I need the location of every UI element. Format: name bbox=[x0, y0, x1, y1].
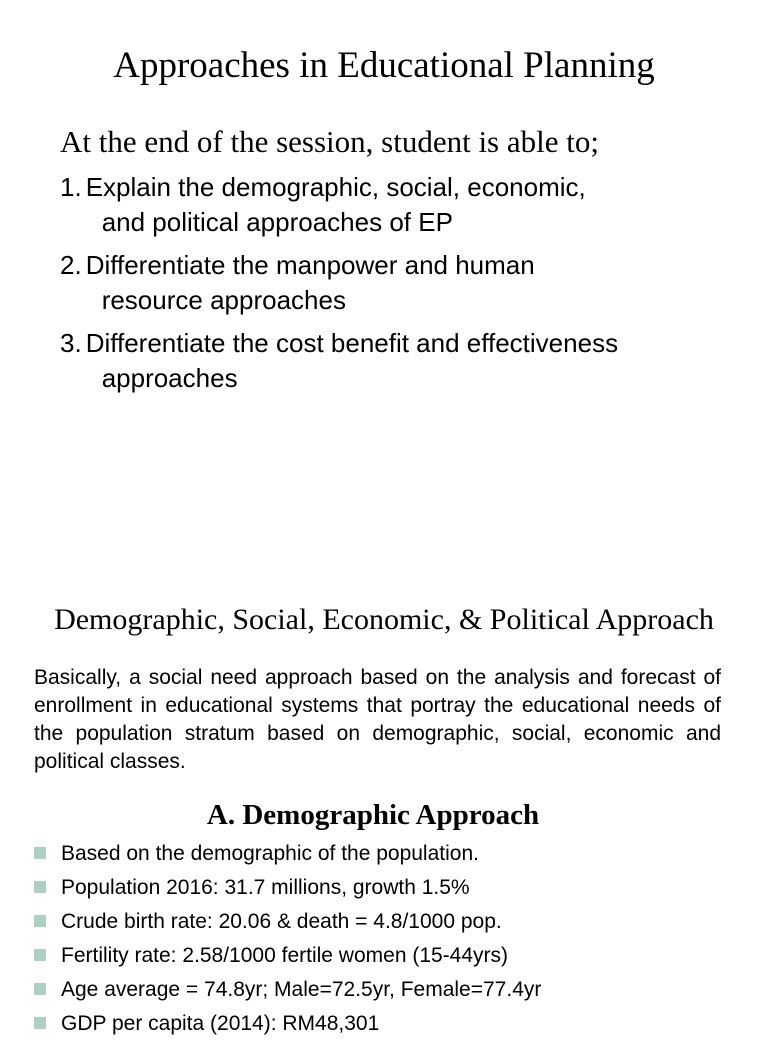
square-bullet-icon bbox=[34, 983, 46, 995]
demographic-bullet-list bbox=[34, 837, 734, 1041]
objective-line-2: and political approaches of EP bbox=[101, 207, 453, 237]
square-bullet-icon bbox=[34, 949, 46, 961]
square-bullet-icon bbox=[34, 881, 46, 893]
objective-line-2: resource approaches bbox=[101, 285, 346, 315]
bullet-item bbox=[34, 939, 734, 973]
bullet-text: Age average = 74.8yr; Male=72.5yr, Female=77.4yr bbox=[61, 978, 542, 1001]
objective-line-1: Differentiate the cost benefit and effectiveness bbox=[85, 328, 619, 358]
objective-line-2: approaches bbox=[101, 363, 238, 393]
slide-title: Approaches in Educational Planning bbox=[113, 45, 655, 86]
bullet-text: GDP per capita (2014): RM48,301 bbox=[61, 1012, 380, 1035]
bullet-text: Based on the demographic of the population. bbox=[61, 842, 479, 865]
bullet-item bbox=[34, 1007, 734, 1041]
bullet-text: Fertility rate: 2.58/1000 fertile women (15-44yrs) bbox=[61, 944, 509, 967]
slide-demographic-approach bbox=[0, 560, 768, 1035]
slide-title: Demographic, Social, Economic, & Political Approach bbox=[54, 603, 714, 636]
bullet-item bbox=[34, 905, 734, 939]
objective-item bbox=[60, 170, 750, 240]
objective-item bbox=[60, 248, 750, 318]
objective-line-1: Explain the demographic, social, economic, bbox=[85, 172, 586, 202]
bullet-text: Population 2016: 31.7 millions, growth 1.5% bbox=[61, 876, 470, 899]
objectives-list bbox=[60, 170, 750, 404]
objective-line-1: Differentiate the manpower and human bbox=[85, 250, 535, 280]
square-bullet-icon bbox=[34, 915, 46, 927]
bullet-text: Crude birth rate: 20.06 & death = 4.8/1000 pop. bbox=[61, 910, 502, 933]
objective-item bbox=[60, 326, 750, 396]
objective-number: 1. bbox=[60, 172, 82, 202]
objective-number: 3. bbox=[60, 328, 82, 358]
bullet-item bbox=[34, 973, 734, 1007]
objective-text bbox=[82, 326, 750, 396]
objectives-intro: At the end of the session, student is able to; bbox=[60, 124, 599, 159]
objective-number: 2. bbox=[60, 250, 82, 280]
section-subtitle: A. Demographic Approach bbox=[206, 799, 540, 831]
objective-text bbox=[82, 248, 750, 318]
square-bullet-icon bbox=[34, 1017, 46, 1029]
bullet-item bbox=[34, 871, 734, 905]
bullet-item bbox=[34, 837, 734, 871]
objective-text bbox=[82, 170, 750, 240]
intro-paragraph: Basically, a social need approach based on the analysis and forecast of enrollment in educational systems that portray the educational needs of the population stratum based on demographic, social, economic and political classes. bbox=[34, 666, 721, 773]
square-bullet-icon bbox=[34, 847, 46, 859]
